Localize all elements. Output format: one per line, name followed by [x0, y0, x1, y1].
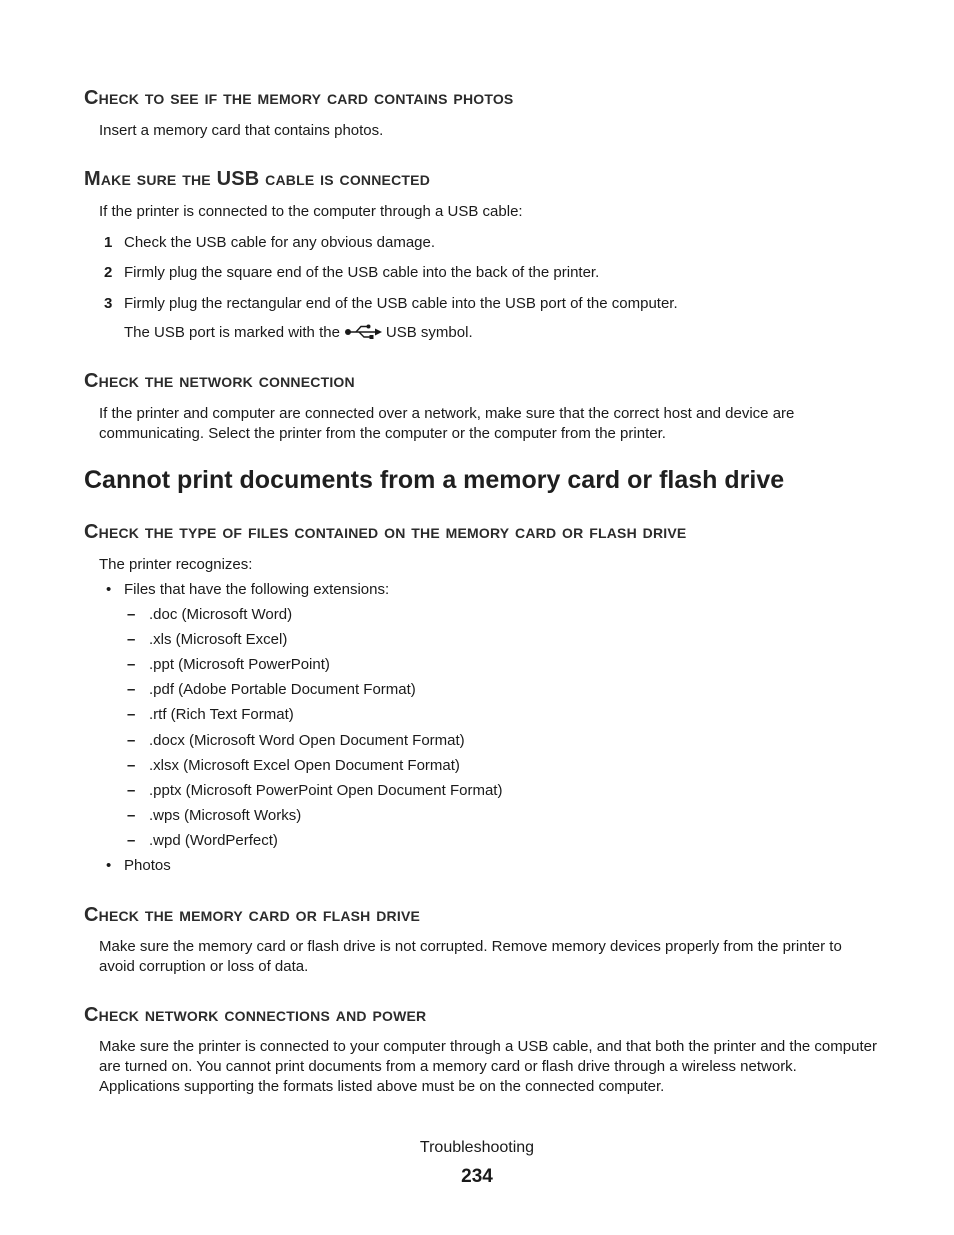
section-body-network-power: Make sure the printer is connected to your computer through a USB cable, and that both the printer and the computer are turned on. You cannot print documents from a memory card or flash drive through a wireless network. Applications supporting the formats listed above must be on the connected computer.: [99, 1038, 877, 1095]
dash-glyph: –: [127, 757, 136, 774]
bullet-glyph: •: [106, 581, 112, 598]
usb-symbol-icon: [344, 324, 382, 346]
section-body-memory-card-flash: Make sure the memory card or flash drive is not corrupted. Remove memory devices properly from the printer to avoid corruption or loss of data.: [99, 938, 842, 975]
step-text: Check the USB cable for any obvious damage.: [124, 234, 436, 251]
section-body-network-connection: If the printer and computer are connected over a network, make sure that the correct host and device are communicating. Select the printer from the computer or the computer from the printer.: [99, 405, 795, 442]
dash-glyph: –: [127, 732, 136, 749]
step-number: 2: [104, 264, 113, 281]
dash-glyph: –: [127, 782, 136, 799]
extension-item: .ppt (Microsoft PowerPoint): [149, 656, 330, 673]
dash-glyph: –: [127, 706, 136, 723]
dash-glyph: –: [127, 656, 136, 673]
extension-item: .xls (Microsoft Excel): [149, 631, 288, 648]
dash-glyph: –: [127, 681, 136, 698]
step-text: Firmly plug the rectangular end of the USB cable into the USB port of the computer.: [124, 295, 678, 312]
usb-note-before: The USB port is marked with the: [124, 324, 340, 341]
usb-port-note: [124, 323, 473, 346]
extension-item: .pptx (Microsoft PowerPoint Open Document Format): [149, 782, 503, 799]
dash-glyph: –: [127, 832, 136, 849]
footer-section-label: Troubleshooting: [419, 1139, 535, 1156]
dash-glyph: –: [127, 631, 136, 648]
extension-item: .wpd (WordPerfect): [149, 832, 278, 849]
bullet-item: Files that have the following extensions:: [124, 581, 390, 598]
extension-item: .docx (Microsoft Word Open Document Format): [149, 732, 465, 749]
bullet-glyph: •: [106, 857, 112, 874]
extension-item: .doc (Microsoft Word): [149, 606, 293, 623]
bullet-item: Photos: [124, 857, 171, 874]
main-heading: Cannot print documents from a memory card or flash drive: [84, 466, 785, 494]
step-number: 3: [104, 295, 113, 312]
section-heading-usb-cable: Make sure the USB cable is connected: [84, 168, 430, 190]
section-intro-usb-cable: If the printer is connected to the computer through a USB cable:: [99, 203, 523, 220]
page-number: 234: [461, 1166, 493, 1187]
section-heading-network-power: Check network connections and power: [84, 1004, 427, 1026]
extension-item: .wps (Microsoft Works): [149, 807, 302, 824]
section-intro-file-types: The printer recognizes:: [99, 556, 253, 573]
extension-item: .rtf (Rich Text Format): [149, 706, 294, 723]
section-heading-network-connection: Check the network connection: [84, 370, 355, 392]
section-heading-memory-card-flash: Check the memory card or flash drive: [84, 904, 421, 926]
usb-note-after: USB symbol.: [385, 324, 473, 341]
extension-item: .xlsx (Microsoft Excel Open Document Format): [149, 757, 460, 774]
dash-glyph: –: [127, 807, 136, 824]
section-heading-memory-card-photos: Check to see if the memory card contains photos: [84, 87, 514, 109]
extension-item: .pdf (Adobe Portable Document Format): [149, 681, 416, 698]
section-heading-file-types: Check the type of files contained on the memory card or flash drive: [84, 521, 687, 543]
dash-glyph: –: [127, 606, 136, 623]
step-text: Firmly plug the square end of the USB cable into the back of the printer.: [124, 264, 600, 281]
section-body-memory-card-photos: Insert a memory card that contains photos.: [99, 122, 384, 139]
step-number: 1: [104, 234, 113, 251]
